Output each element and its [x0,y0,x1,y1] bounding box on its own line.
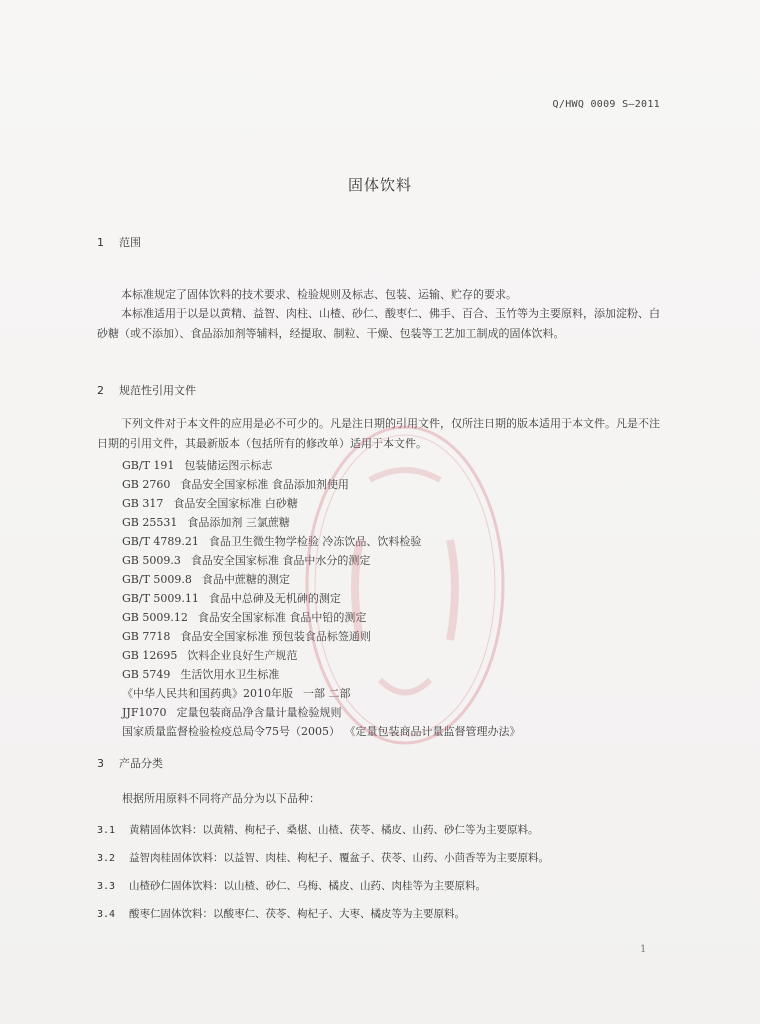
category-item [97,850,549,865]
reference-code: GB 5009.3 [122,554,181,567]
reference-name: 食品中蔗糖的测定 [201,573,290,586]
reference-code: JJF1070 [122,706,167,719]
reference-name: 食品安全国家标准 食品添加剂使用 [180,478,349,491]
section-heading-categories [97,755,163,771]
reference-code: GB 317 [122,497,164,510]
category-text: 酸枣仁固体饮料：以酸枣仁、茯苓、枸杞子、大枣、橘皮等为主要原料。 [129,908,465,920]
category-item [97,822,539,837]
seal-text-arc-bottom [380,680,430,693]
reference-code: 《中华人民共和国药典》2010年版 [122,687,293,700]
seal-text-arc-left [355,540,360,640]
seal-outer-ring [307,427,503,743]
official-seal-stamp [300,420,510,750]
reference-name: 食品中总砷及无机砷的测定 [208,592,341,605]
reference-name: 食品安全国家标准 食品中铅的测定 [197,611,367,624]
categories-intro: 根据所用原料不同将产品分为以下品种： [122,792,320,805]
section-number: 2 [97,384,104,397]
reference-name: 饮料企业良好生产规范 [187,649,298,662]
reference-name: 包装储运图示标志 [184,459,273,472]
category-text: 山楂砂仁固体饮料：以山楂、砂仁、乌梅、橘皮、山药、肉桂等为主要原料。 [129,880,486,892]
reference-name: 食品安全国家标准 预包装食品标签通则 [180,630,371,643]
reference-name: 食品安全国家标准 白砂糖 [173,497,298,510]
section-title: 规范性引用文件 [119,384,196,397]
document-code: Q/HWQ 0009 S—2011 [552,99,660,110]
reference-code: GB 2760 [122,478,171,491]
category-item [97,878,486,893]
section-heading-scope [97,234,141,250]
reference-code: GB 12695 [122,649,178,662]
document-title: 固体饮料 [347,176,412,194]
scope-paragraph-1: 本标准规定了固体饮料的技术要求、检验规则及标志、包装、运输、贮存的要求。 [121,288,517,301]
reference-code: GB 7718 [122,630,171,643]
reference-code: GB 5749 [122,668,171,681]
reference-name: 食品添加剂 三氯蔗糖 [187,516,290,529]
page-number: 1 [640,944,647,955]
reference-name: 生活饮用水卫生标准 [180,668,280,681]
section-heading-references [97,382,196,398]
category-number: 3.3 [97,881,116,892]
category-number: 3.2 [97,853,116,864]
reference-code: GB/T 5009.11 [122,592,199,605]
reference-name: 食品卫生微生物学检验 冷冻饮品、饮料检验 [208,535,422,548]
reference-code: GB 5009.12 [122,611,188,624]
reference-name: 《定量包装商品计量监督管理办法》 [350,725,521,738]
section-number: 1 [97,236,104,249]
category-number: 3.1 [97,825,116,836]
references-intro: 下列文件对于本文件的应用是必不可少的。凡是注日期的引用文件，仅所注日期的版本适用于本文件。凡是不注日期的引用文件，其最新版本（包括所有的修改单）适用于本文件。 [97,417,660,450]
category-text: 黄精固体饮料：以黄精、枸杞子、桑椹、山楂、茯苓、橘皮、山药、砂仁等为主要原料。 [129,824,539,836]
category-item [97,906,465,921]
section-number: 3 [97,757,104,770]
reference-code: 国家质量监督检验检疫总局令75号（2005） [122,725,340,738]
category-number: 3.4 [97,909,116,920]
reference-code: GB/T 4789.21 [122,535,199,548]
reference-code: GB/T 5009.8 [122,573,192,586]
reference-code: GB 25531 [122,516,178,529]
reference-code: GB/T 191 [122,459,175,472]
reference-name: 定量包装商品净含量计量检验规则 [176,706,342,719]
reference-name: 食品安全国家标准 食品中水分的测定 [190,554,371,567]
category-text: 益智肉桂固体饮料：以益智、肉桂、枸杞子、覆盆子、茯苓、山药、小茴香等为主要原料。 [129,852,549,864]
seal-text-arc-right [450,540,455,640]
reference-name: 一部 二部 [303,687,351,700]
section-title: 产品分类 [119,757,163,770]
section-title: 范围 [119,236,141,249]
scope-paragraph-2: 本标准适用于以是以黄精、益智、肉柱、山楂、砂仁、酸枣仁、佛手、百合、玉竹等为主要原料，添加淀粉、白砂糖（或不添加）、食品添加剂等辅料，经提取、制粒、干燥、包装等工艺加工制成的固体饮料。 [97,307,660,340]
seal-text-arc-top [370,470,440,480]
